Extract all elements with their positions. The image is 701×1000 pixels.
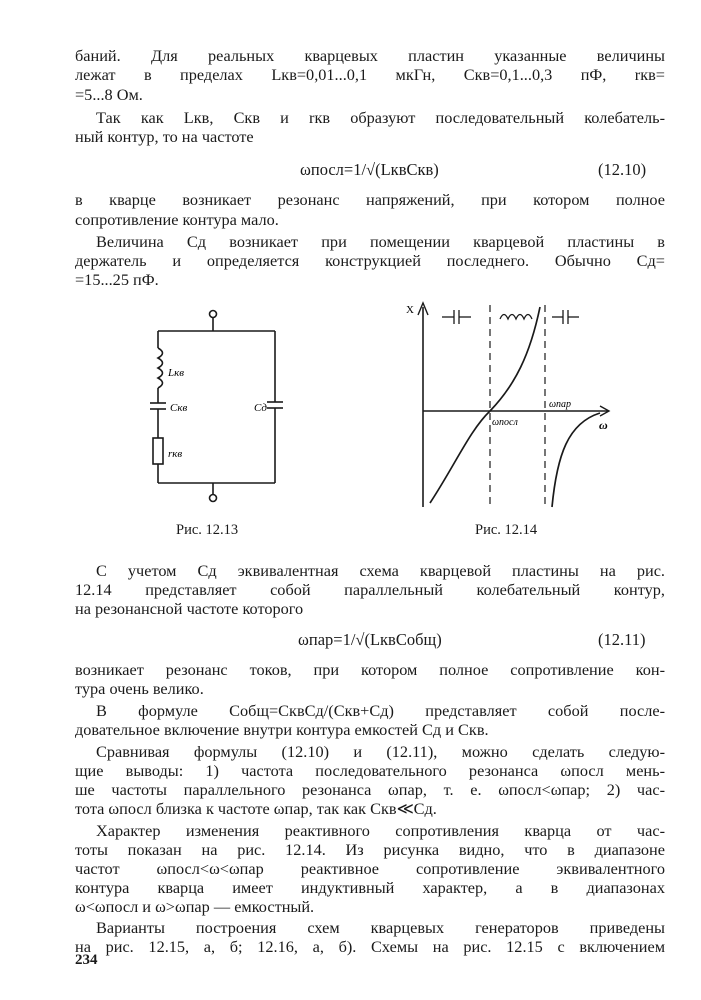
text-line: лежат в пределах Lкв=0,01...0,1 мкГн, Cкв=0,1...0,3 пФ, rкв=	[75, 65, 665, 84]
equation-number: (12.10)	[598, 160, 647, 179]
text-line: Так как Lкв, Cкв и rкв образуют последовательный колебатель-	[96, 108, 665, 127]
text-line: Варианты построения схем кварцевых генераторов приведены	[96, 918, 665, 937]
text-line: баний. Для реальных кварцевых пластин указанные величины	[75, 46, 665, 65]
figure-caption: Рис. 12.14	[475, 522, 538, 538]
text-line: Величина Cд возникает при помещении кварцевой пластины в	[96, 232, 665, 251]
text-line: возникает резонанс токов, при котором полное сопротивление кон-	[75, 660, 665, 679]
text-line: тоты показан на рис. 12.14. Из рисунка видно, что в диапазоне	[75, 840, 665, 859]
text-line: частот ωпосл<ω<ωпар реактивное сопротивление эквивалентного	[75, 859, 665, 878]
text-line: ный контур, то на частоте	[75, 127, 254, 146]
figure-12-13-circuit	[140, 300, 320, 515]
text-line: Характер изменения реактивного сопротивления кварца от час-	[96, 821, 665, 840]
formula-12-11: ωпар=1/√(LквCобщ)	[298, 630, 442, 649]
formula-12-10: ωпосл=1/√(LквCкв)	[300, 160, 439, 179]
text-line: ω<ωпосл и ω>ωпар — емкостный.	[75, 897, 315, 916]
text-line: =15...25 пФ.	[75, 270, 159, 289]
text-line: на рис. 12.15, а, б; 12.16, а, б). Схемы на рис. 12.15 с включением	[75, 937, 665, 956]
text-line: держатель и определяется конструкцией последнего. Обычно Cд=	[75, 251, 665, 270]
page-number: 234	[75, 952, 98, 968]
text-line: довательное включение внутри контура емкостей Cд и Cкв.	[75, 720, 489, 739]
text-line: С учетом Cд эквивалентная схема кварцевой пластины на рис.	[96, 561, 665, 580]
figure-12-14-reactance-plot	[400, 295, 615, 520]
equation-number: (12.11)	[598, 630, 646, 649]
figure-caption: Рис. 12.13	[176, 522, 239, 538]
text-line: 12.14 представляет собой параллельный колебательный контур,	[75, 580, 665, 599]
label-L: Lкв	[168, 367, 185, 379]
text-line: в кварце возникает резонанс напряжений, при котором полное	[75, 190, 665, 209]
omega-parallel-label: ωпар	[549, 399, 572, 410]
text-line: тура очень велико.	[75, 679, 204, 698]
text-line: Сравнивая формулы (12.10) и (12.11), можно сделать следую-	[96, 742, 665, 761]
axis-omega-label: ω	[599, 418, 608, 432]
text-line: контура кварца имеет индуктивный характер, а в диапазонах	[75, 878, 665, 897]
label-C: Cкв	[170, 402, 188, 414]
omega-series-label: ωпосл	[492, 417, 518, 428]
label-CD: Cд	[254, 402, 267, 414]
text-line: ше частоты параллельного резонанса ωпар, т. е. ωпосл<ωпар; 2) час-	[75, 780, 665, 799]
label-R: rкв	[168, 448, 183, 460]
text-line: на резонансной частоте которого	[75, 599, 304, 618]
text-line: щие выводы: 1) частота последовательного резонанса ωпосл мень-	[75, 761, 665, 780]
text-line: сопротивление контура мало.	[75, 210, 279, 229]
axis-x-label: X	[406, 304, 414, 316]
text-line: тота ωпосл близка к частоте ωпар, так как Cкв≪Cд.	[75, 799, 437, 818]
text-line: В формуле Cобщ=CквCд/(Cкв+Cд) представляет собой после-	[96, 701, 665, 720]
text-line: =5...8 Ом.	[75, 85, 143, 104]
